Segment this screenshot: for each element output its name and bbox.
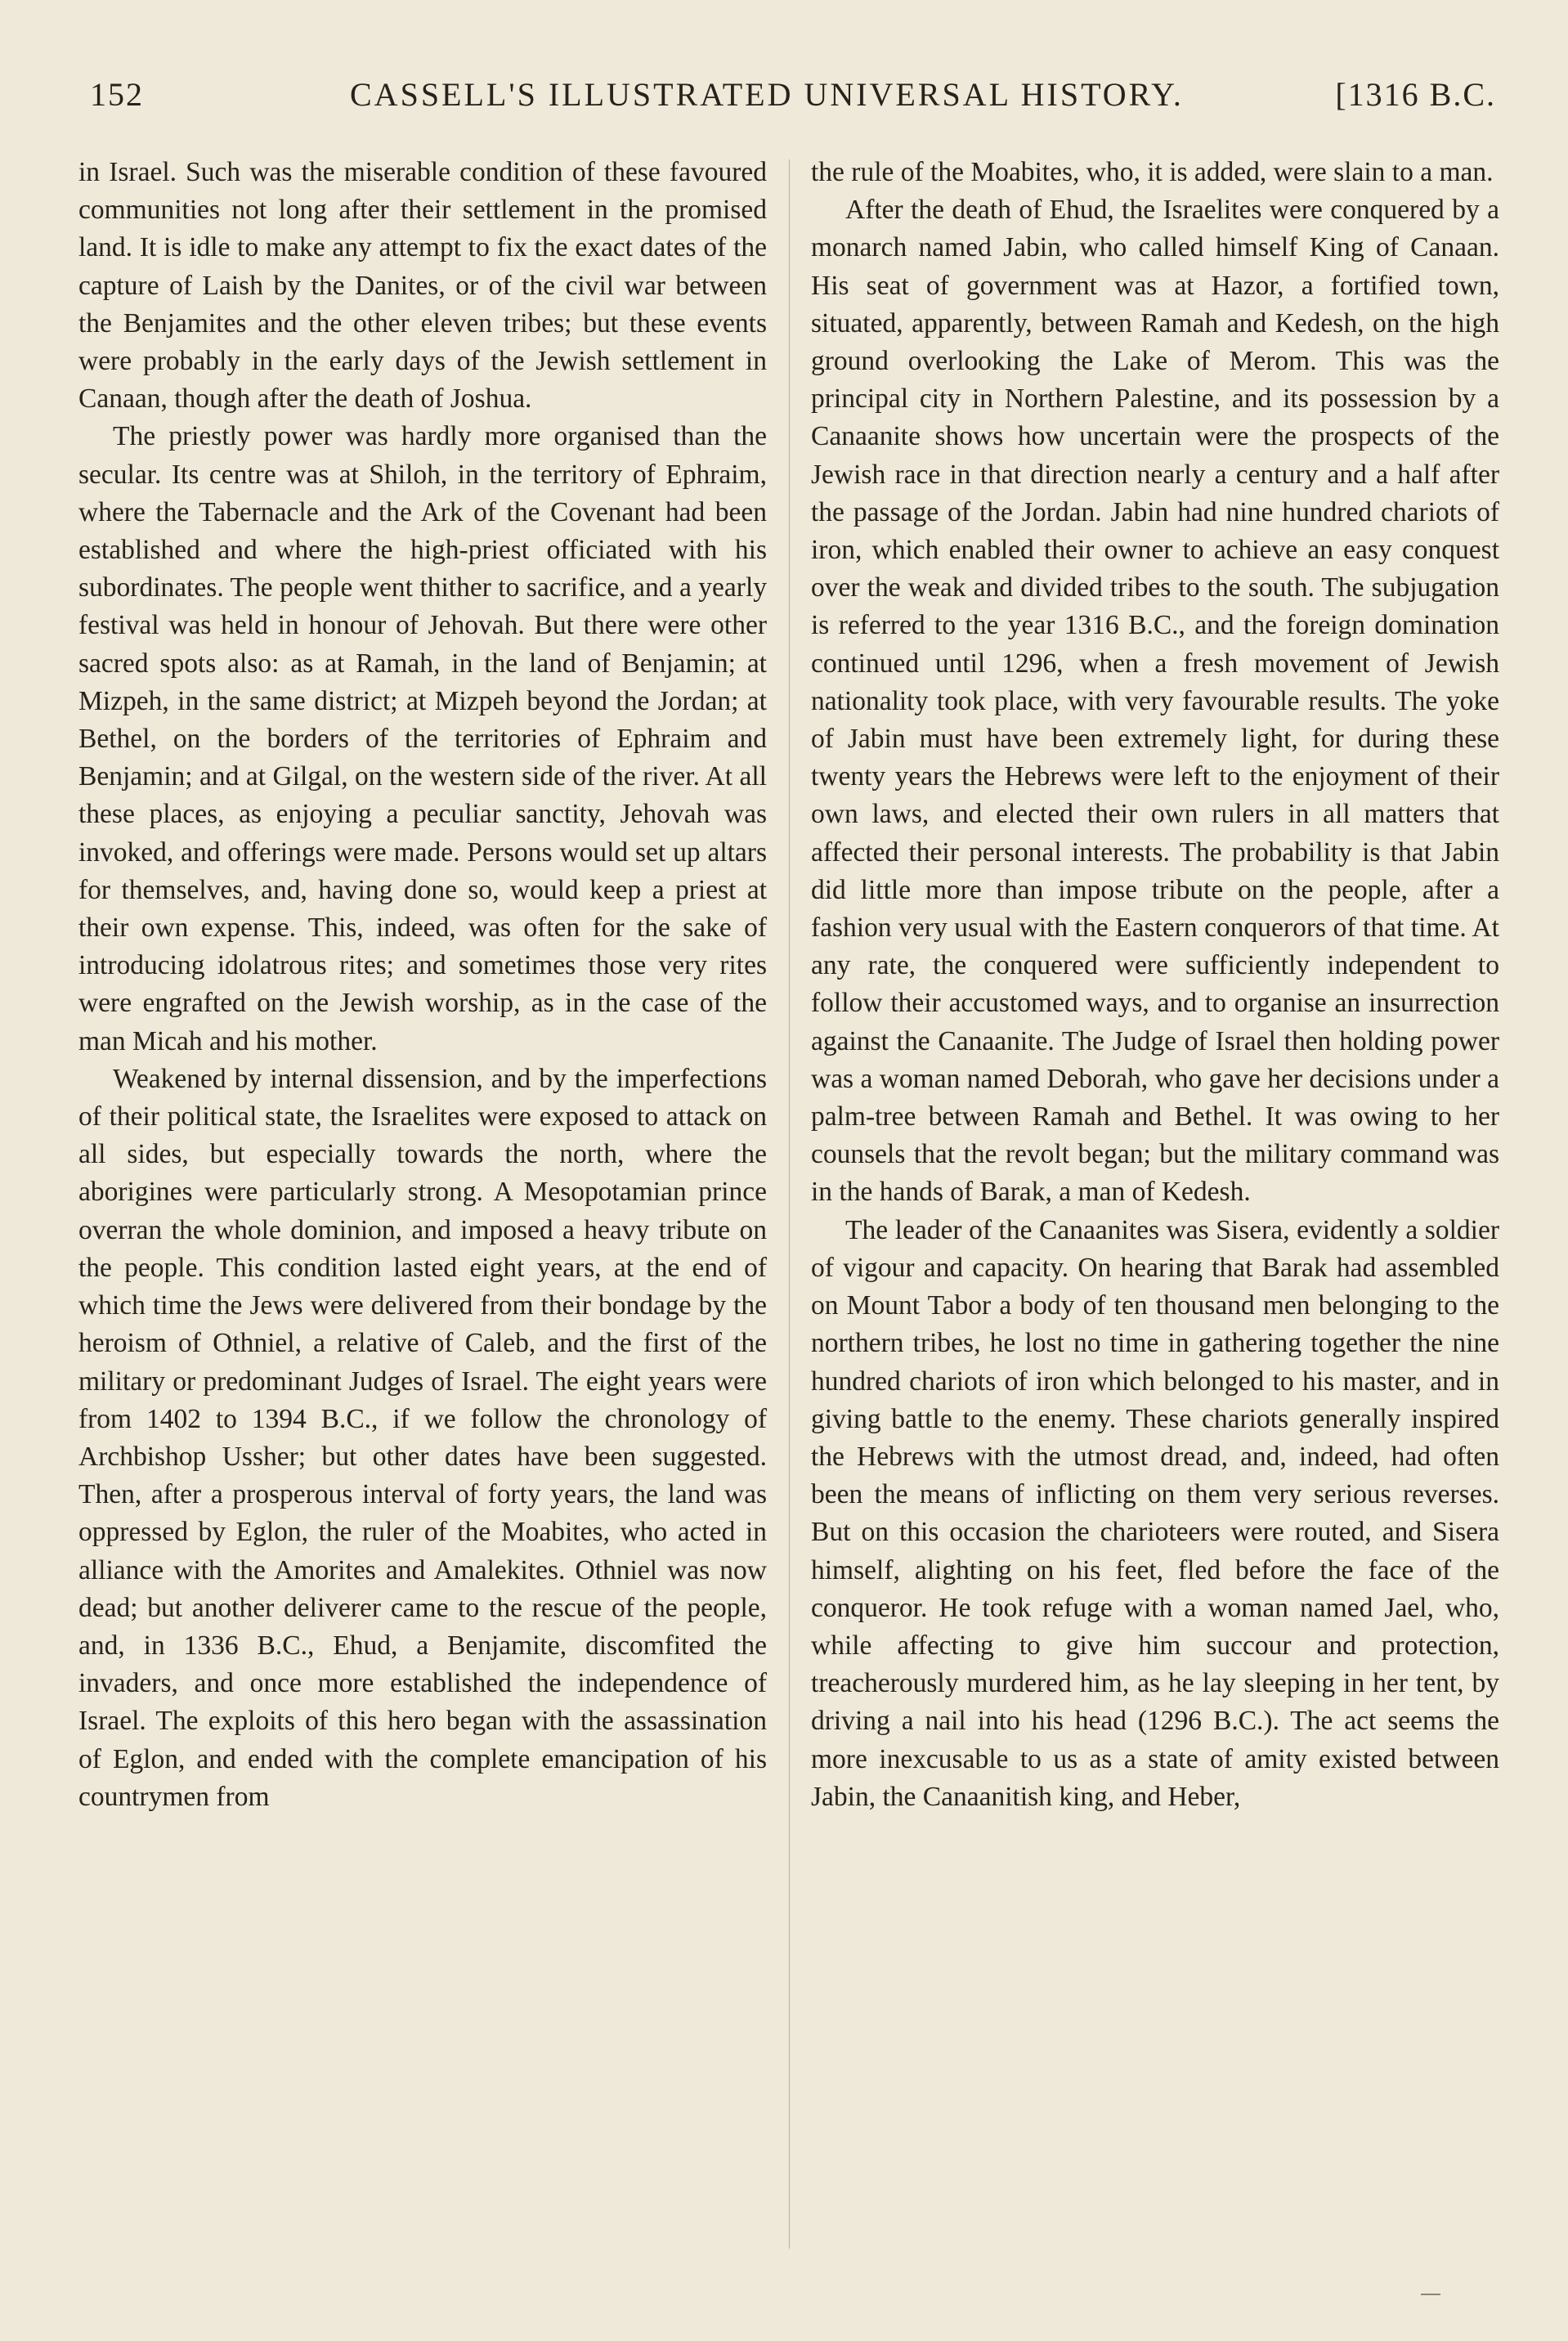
left-column <box>78 154 767 1816</box>
paragraph: After the death of Ehud, the Israelites were conquered by a monarch named Jabin, who called himself King of Canaan. His seat of government was at Hazor, a fortified town, situated, apparently, between Ramah and Kedesh, on the high ground overlooking the Lake of Merom. This was the principal city in Northern Palestine, and its possession by a Canaanite shows how uncertain were the prospects of the Jewish race in that direction nearly a century and a half after the passage of the Jordan. Jabin had nine hundred chariots of iron, which enabled their owner to achieve an easy conquest over the weak and divided tribes to the south. The subjugation is referred to the year 1316 B.C., and the foreign domination continued until 1296, when a fresh movement of Jewish nationality took place, with very favourable results. The yoke of Jabin must have been extremely light, for during these twenty years the Hebrews were left to the enjoyment of their own laws, and elected their own rulers in all matters that affected their personal interests. The probability is that Jabin did little more than impose tribute on the people, after a fashion very usual with the Eastern conquerors of that time. At any rate, the conquered were sufficiently independent to follow their accustomed ways, and to organise an insurrection against the Canaanite. The Judge of Israel then holding power was a woman named Deborah, who gave her decisions under a palm-tree between Ramah and Bethel. It was owing to her counsels that the revolt began; but the military command was in the hands of Barak, a man of Kedesh. <box>811 195 1499 1208</box>
paragraph: The leader of the Canaanites was Sisera, evidently a soldier of vigour and capacity. On hearing that Barak had assembled on Mount Tabor a body of ten thousand men belonging to the northern tribes, he lost no time in gathering together the nine hundred chariots of iron which belonged to his master, and in giving battle to the enemy. These chariots generally inspired the Hebrews with the utmost dread, and, indeed, had often been the means of inflicting on them very serious reverses. But on this occasion the charioteers were routed, and Sisera himself, alighting on his feet, fled before the face of the conqueror. He took refuge with a woman named Jael, who, while affecting to give him succour and protection, treacherously murdered him, as he lay sleeping in her tent, by driving a nail into his head (1296 B.C.). The act seems the more inexcusable to us as a state of amity existed between Jabin, the Canaanitish king, and Heber, <box>811 1214 1499 1812</box>
page-header <box>90 75 1496 124</box>
paragraph: Weakened by internal dissension, and by the imperfections of their political state, the Israelites were exposed to attack on all sides, but especially towards the north, where the aborigines were particularly strong. A Mesopotamian prince overran the whole dominion, and imposed a heavy tribute on the people. This condition lasted eight years, at the end of which time the Jews were delivered from their bondage by the heroism of Othniel, a relative of Caleb, and the first of the military or predominant Judges of Israel. The eight years were from 1402 to 1394 B.C., if we follow the chronology of Archbishop Ussher; but other dates have been suggested. Then, after a prosperous interval of forty years, the land was oppressed by Eglon, the ruler of the Moabites, who acted in alliance with the Amorites and Amalekites. Othniel was now dead; but another deliverer came to the rescue of the people, and, in 1336 B.C., Ehud, a Benjamite, discomfited the invaders, and once more established the independence of Israel. The exploits of this hero began with the assassination of Eglon, and ended with the complete emancipation of his countrymen from <box>78 1063 767 1812</box>
column-divider <box>789 159 790 2249</box>
page-number: 152 <box>90 76 144 113</box>
printer-mark <box>1421 2294 1440 2295</box>
paragraph: The priestly power was hardly more organised than the secular. Its centre was at Shiloh, in the territory of Ephraim, where the Tabernacle and the Ark of the Covenant had been established and where the high-priest officiated with his subordinates. The people went thither to sacrifice, and a yearly festival was held in honour of Jehovah. But there were other sacred spots also: as at Ramah, in the land of Benjamin; at Mizpeh, in the same district; at Mizpeh beyond the Jordan; at Bethel, on the borders of the territories of Ephraim and Benjamin; and at Gilgal, on the western side of the river. At all these places, as enjoying a peculiar sanctity, Jehovah was invoked, and offerings were made. Persons would set up altars for themselves, and, having done so, would keep a priest at their own expense. This, indeed, was often for the sake of introducing idolatrous rites; and sometimes those very rites were engrafted on the Jewish worship, as in the case of the man Micah and his mother. <box>78 421 767 1056</box>
running-title: CASSELL'S ILLUSTRATED UNIVERSAL HISTORY. <box>350 76 1184 113</box>
paragraph: the rule of the Moabites, who, it is added, were slain to a man. <box>811 157 1494 187</box>
right-column <box>811 154 1499 1816</box>
paragraph: in Israel. Such was the miserable condition of these favoured communities not long after their settlement in the promised land. It is idle to make any attempt to fix the exact dates of the capture of Laish by the Danites, or of the civil war between the Benjamites and the other eleven tribes; but these events were probably in the early days of the Jewish settlement in Canaan, though after the death of Joshua. <box>78 157 767 415</box>
date-reference: [1316 B.C. <box>1335 76 1496 113</box>
